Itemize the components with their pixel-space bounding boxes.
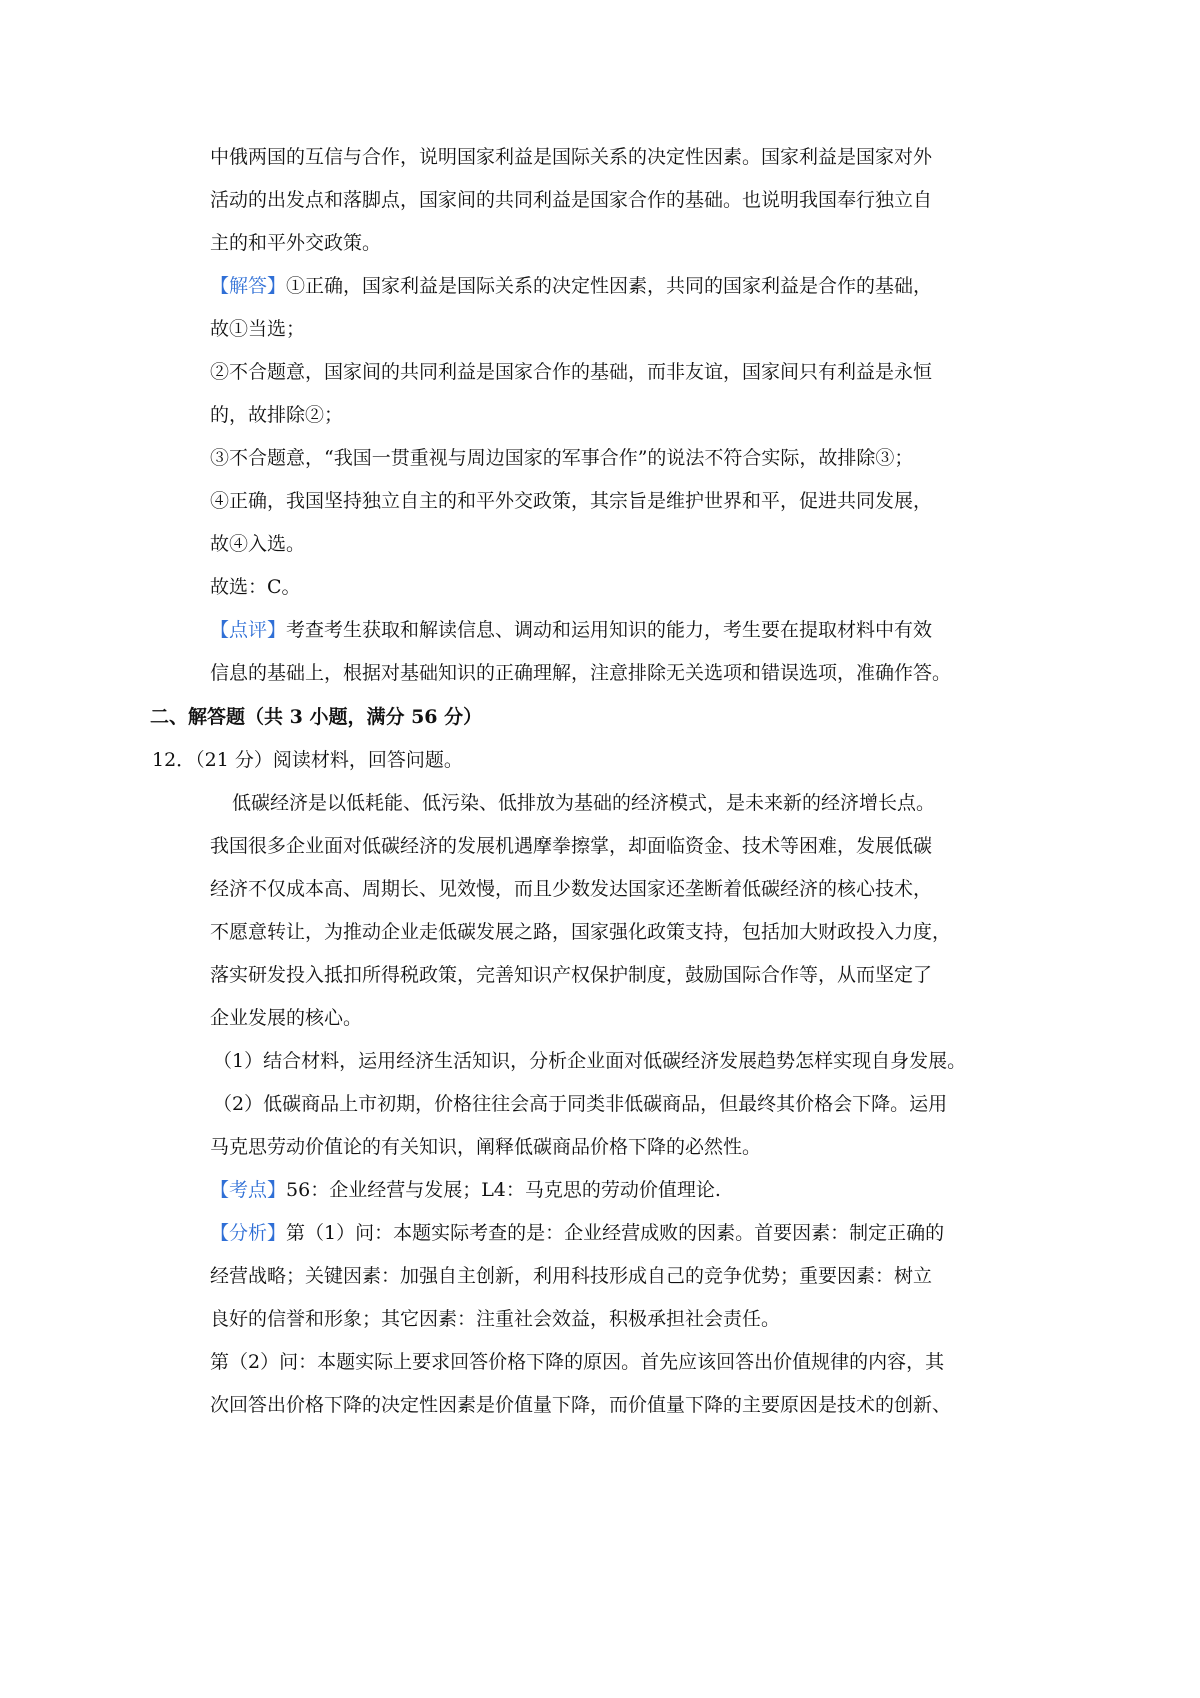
answer-line: ②不合题意，国家间的共同利益是国家合作的基础，而非友谊，国家间只有利益是永恒 [210,361,933,383]
material-line: 我国很多企业面对低碳经济的发展机遇摩拳擦掌，却面临资金、技术等困难，发展低碳 [210,835,933,857]
answer-line: ③不合题意，“我国一贯重视与周边国家的军事合作”的说法不符合实际，故排除③； [210,447,914,469]
comment-line [210,616,1030,644]
fenxi-line: 良好的信誉和形象；其它因素：注重社会效益，积极承担社会责任。 [210,1308,781,1330]
analysis-line: 中俄两国的互信与合作，说明国家利益是国际关系的决定性因素。国家利益是国家对外 [210,146,933,168]
material-line: 低碳经济是以低耗能、低污染、低排放为基础的经济模式，是未来新的经济增长点。 [232,792,936,814]
analysis-line: 活动的出发点和落脚点，国家间的共同利益是国家合作的基础。也说明我国奉行独立自 [210,189,933,211]
fenxi-line: 经营战略；关键因素：加强自主创新，利用科技形成自己的竞争优势；重要因素：树立 [210,1265,933,1287]
answer-tag: 【解答】 [210,275,287,297]
answer-choice: 故选：C。 [210,576,301,598]
kaodian-line [210,1176,1030,1204]
section-heading: 二、解答题（共 3 小题，满分 56 分） [150,706,483,728]
material-line: 落实研发投入抵扣所得税政策，完善知识产权保护制度，鼓励国际合作等，从而坚定了 [210,964,933,986]
answer-text: ①正确，国家利益是国际关系的决定性因素，共同的国家利益是合作的基础， [286,275,933,297]
comment-text: 考查考生获取和解读信息、调动和运用知识的能力，考生要在提取材料中有效 [286,619,933,641]
comment-tag: 【点评】 [210,619,287,641]
fenxi-tag: 【分析】 [210,1222,287,1244]
kaodian-text: 56：企业经营与发展；L4：马克思的劳动价值理论. [286,1179,721,1201]
fenxi-line [210,1219,1030,1247]
material-line: 不愿意转让，为推动企业走低碳发展之路，国家强化政策支持，包括加大财政投入力度， [210,921,952,943]
material-line: 企业发展的核心。 [210,1007,363,1029]
sub-question-2: （2）低碳商品上市初期，价格往往会高于同类非低碳商品，但最终其价格会下降。运用 [213,1093,948,1115]
question-header: 12．（21 分）阅读材料，回答问题。 [152,749,463,771]
comment-line: 信息的基础上，根据对基础知识的正确理解，注意排除无关选项和错误选项，准确作答。 [210,662,952,684]
answer-line: 故①当选； [210,318,306,340]
fenxi-line: 次回答出价格下降的决定性因素是价值量下降，而价值量下降的主要原因是技术的创新、 [210,1394,952,1416]
fenxi-line: 第（2）问：本题实际上要求回答价格下降的原因。首先应该回答出价值规律的内容，其 [210,1351,945,1373]
answer-line: 的，故排除②； [210,404,344,426]
sub-question-1: （1）结合材料，运用经济生活知识，分析企业面对低碳经济发展趋势怎样实现自身发展。 [213,1050,967,1072]
answer-line: ④正确，我国坚持独立自主的和平外交政策，其宗旨是维护世界和平，促进共同发展， [210,490,933,512]
fenxi-text: 第（1）问：本题实际考查的是：企业经营成败的因素。首要因素：制定正确的 [286,1222,945,1244]
answer-line [210,272,1030,300]
sub-question-2: 马克思劳动价值论的有关知识，阐释低碳商品价格下降的必然性。 [210,1136,762,1158]
kaodian-tag: 【考点】 [210,1179,287,1201]
material-line: 经济不仅成本高、周期长、见效慢，而且少数发达国家还垄断着低碳经济的核心技术， [210,878,933,900]
answer-line: 故④入选。 [210,533,306,555]
analysis-line: 主的和平外交政策。 [210,232,382,254]
